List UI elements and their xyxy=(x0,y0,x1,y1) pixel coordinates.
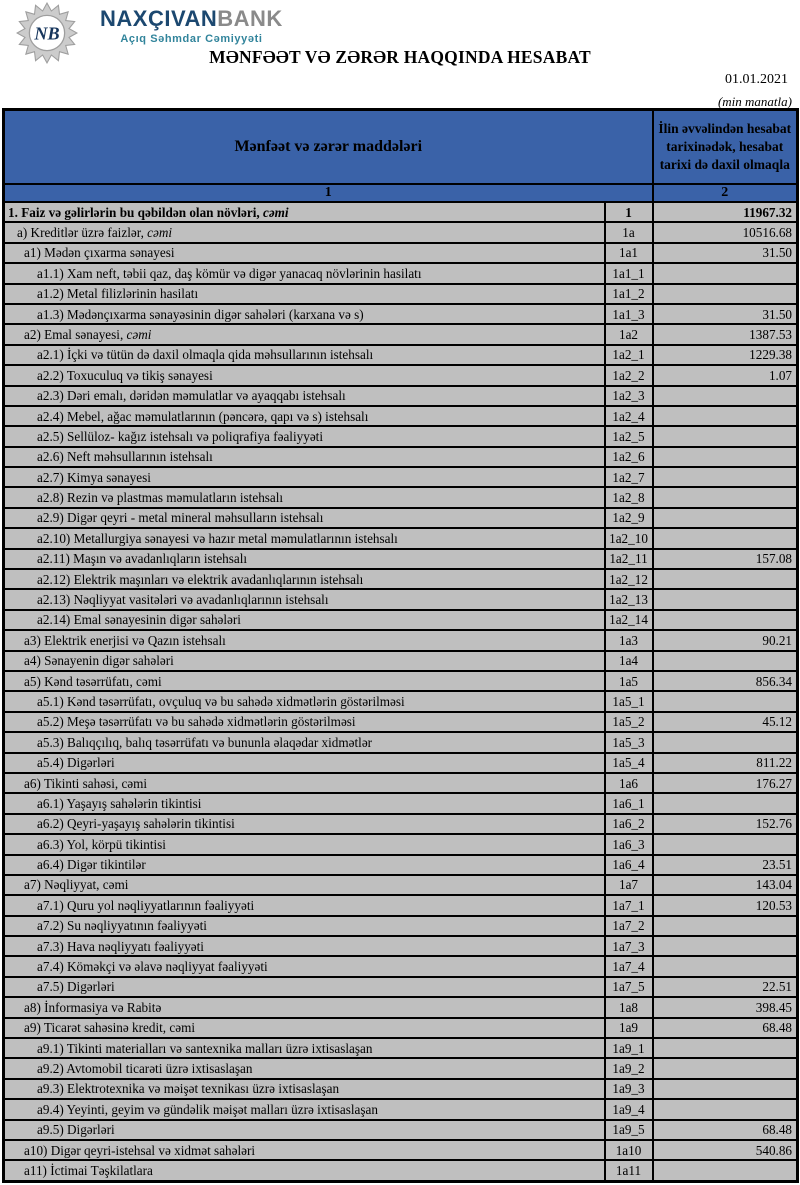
row-label: a2.10) Metallurgiya sənayesi və hazır metal məmulatlarının istehsalı xyxy=(4,528,605,548)
row-label: a7.5) Digərləri xyxy=(4,977,605,997)
row-code: 1a9_4 xyxy=(605,1099,653,1119)
row-value xyxy=(653,732,798,752)
row-code: 1a2_2 xyxy=(605,365,653,385)
row-value: 152.76 xyxy=(653,814,798,834)
row-code: 1 xyxy=(605,202,653,222)
row-value: 856.34 xyxy=(653,671,798,691)
row-label: a2) Emal sənayesi, cəmi xyxy=(4,324,605,344)
row-label: a2.5) Sellüloz- kağız istehsalı və poliqrafiya fəaliyyəti xyxy=(4,426,605,446)
table-row xyxy=(4,487,798,507)
row-label: a2.4) Mebel, ağac məmulatlarının (pəncərə, qapı və s) istehsalı xyxy=(4,406,605,426)
row-label: a4) Sənayenin digər sahələri xyxy=(4,651,605,671)
row-label: a1.2) Metal filizlərinin hasilatı xyxy=(4,284,605,304)
row-code: 1a11 xyxy=(605,1160,653,1181)
row-code: 1a1_3 xyxy=(605,304,653,324)
table-row xyxy=(4,426,798,446)
row-code: 1a2_10 xyxy=(605,528,653,548)
table-row xyxy=(4,1140,798,1160)
row-value: 143.04 xyxy=(653,875,798,895)
table-row xyxy=(4,956,798,976)
row-code: 1a9_3 xyxy=(605,1079,653,1099)
row-value xyxy=(653,916,798,936)
row-code: 1a2_8 xyxy=(605,487,653,507)
row-code: 1a2_13 xyxy=(605,589,653,609)
row-code: 1a9 xyxy=(605,1018,653,1038)
row-value xyxy=(653,589,798,609)
row-value xyxy=(653,1099,798,1119)
table-row xyxy=(4,508,798,528)
row-label: 1. Faiz və gəlirlərin bu qəbildən olan növləri, cəmi xyxy=(4,202,605,222)
row-code: 1a9_1 xyxy=(605,1038,653,1058)
row-value xyxy=(653,691,798,711)
table-row xyxy=(4,1058,798,1078)
table-row xyxy=(4,875,798,895)
table-row xyxy=(4,1038,798,1058)
bank-name-primary: NAXÇIVAN xyxy=(100,6,218,31)
row-label: a) Kreditlər üzrə faizlər, cəmi xyxy=(4,222,605,242)
row-code: 1a2_11 xyxy=(605,549,653,569)
table-row xyxy=(4,732,798,752)
row-value: 23.51 xyxy=(653,855,798,875)
table-row xyxy=(4,916,798,936)
row-value: 1.07 xyxy=(653,365,798,385)
row-code: 1a7_5 xyxy=(605,977,653,997)
row-value xyxy=(653,936,798,956)
report-date: 01.01.2021 xyxy=(725,72,788,87)
table-row xyxy=(4,1160,798,1181)
unit-note: (min manatla) xyxy=(717,94,792,109)
table-row xyxy=(4,834,798,854)
table-row xyxy=(4,345,798,365)
row-code: 1a xyxy=(605,222,653,242)
row-code: 1a5_1 xyxy=(605,691,653,711)
value-column-header: İlin əvvəlindən hesabat tarixinədək, hesabat tarixi də daxil olmaqla xyxy=(653,110,798,185)
row-label: a2.7) Kimya sənayesi xyxy=(4,467,605,487)
table-row xyxy=(4,1018,798,1038)
table-row xyxy=(4,753,798,773)
row-value xyxy=(653,284,798,304)
table-row xyxy=(4,630,798,650)
row-label: a1.3) Mədənçıxarma sənayəsinin digər sahələri (karxana və s) xyxy=(4,304,605,324)
row-label: a6) Tikinti sahəsi, cəmi xyxy=(4,773,605,793)
row-value: 157.08 xyxy=(653,549,798,569)
row-value xyxy=(653,386,798,406)
table-row xyxy=(4,304,798,324)
row-label: a2.2) Toxuculuq və tikiş sənayesi xyxy=(4,365,605,385)
value-column-number: 2 xyxy=(653,184,798,202)
row-code: 1a7_1 xyxy=(605,895,653,915)
row-value: 1229.38 xyxy=(653,345,798,365)
row-code: 1a2_4 xyxy=(605,406,653,426)
row-code: 1a2_14 xyxy=(605,610,653,630)
bank-subtitle: Açıq Səhmdar Cəmiyyəti xyxy=(120,33,263,45)
row-value xyxy=(653,426,798,446)
row-code: 1a5_4 xyxy=(605,753,653,773)
table-row xyxy=(4,997,798,1017)
column-number-row xyxy=(4,184,798,202)
row-value: 45.12 xyxy=(653,712,798,732)
row-code: 1a6_4 xyxy=(605,855,653,875)
row-code: 1a4 xyxy=(605,651,653,671)
table-row xyxy=(4,528,798,548)
items-column-number: 1 xyxy=(4,184,653,202)
row-value xyxy=(653,834,798,854)
bank-monogram: NB xyxy=(34,23,60,44)
row-code: 1a5 xyxy=(605,671,653,691)
row-value: 11967.32 xyxy=(653,202,798,222)
row-label: a7.1) Quru yol nəqliyyatlarının fəaliyyəti xyxy=(4,895,605,915)
row-value: 68.48 xyxy=(653,1018,798,1038)
row-code: 1a2_3 xyxy=(605,386,653,406)
row-value: 176.27 xyxy=(653,773,798,793)
row-label: a11) İctimai Təşkilatlara xyxy=(4,1160,605,1181)
row-label: a7.2) Su nəqliyyatının fəaliyyəti xyxy=(4,916,605,936)
row-value xyxy=(653,508,798,528)
row-value: 22.51 xyxy=(653,977,798,997)
table-row xyxy=(4,1120,798,1140)
row-value: 31.50 xyxy=(653,243,798,263)
row-code: 1a2_12 xyxy=(605,569,653,589)
row-value xyxy=(653,1058,798,1078)
table-row xyxy=(4,202,798,222)
row-value xyxy=(653,467,798,487)
row-label: a2.13) Nəqliyyat vasitələri və avadanlıqlarının istehsalı xyxy=(4,589,605,609)
row-code: 1a7_2 xyxy=(605,916,653,936)
row-code: 1a10 xyxy=(605,1140,653,1160)
items-column-header: Mənfəət və zərər maddələri xyxy=(4,110,653,185)
bank-name-secondary: BANK xyxy=(217,6,283,31)
table-row xyxy=(4,671,798,691)
table-row xyxy=(4,651,798,671)
row-value: 31.50 xyxy=(653,304,798,324)
row-label: a2.1) İçki və tütün də daxil olmaqla qida məhsullarının istehsalı xyxy=(4,345,605,365)
row-code: 1a1_1 xyxy=(605,263,653,283)
row-label: a2.12) Elektrik maşınları və elektrik avadanlıqlarının istehsalı xyxy=(4,569,605,589)
row-label: a7.4) Köməkçi və əlavə nəqliyyat fəaliyyəti xyxy=(4,956,605,976)
row-label: a7.3) Hava nəqliyyatı fəaliyyəti xyxy=(4,936,605,956)
row-label: a1) Mədən çıxarma sənayesi xyxy=(4,243,605,263)
row-label: a2.14) Emal sənayesinin digər sahələri xyxy=(4,610,605,630)
table-row xyxy=(4,284,798,304)
row-label: a2.6) Neft məhsullarının istehsalı xyxy=(4,447,605,467)
row-label: a9.1) Tikinti materialları və santexnika malları üzrə ixtisaslaşan xyxy=(4,1038,605,1058)
table-row xyxy=(4,589,798,609)
row-label: a2.9) Digər qeyri - metal mineral məhsulların istehsalı xyxy=(4,508,605,528)
table-row xyxy=(4,324,798,344)
row-label: a2.11) Maşın və avadanlıqların istehsalı xyxy=(4,549,605,569)
row-code: 1a9_5 xyxy=(605,1120,653,1140)
row-label: a9.5) Digərləri xyxy=(4,1120,605,1140)
row-label: a9.3) Elektrotexnika və məişət texnikası üzrə ixtisaslaşan xyxy=(4,1079,605,1099)
table-row xyxy=(4,222,798,242)
row-label: a6.1) Yaşayış sahələrin tikintisi xyxy=(4,793,605,813)
row-code: 1a3 xyxy=(605,630,653,650)
table-row xyxy=(4,263,798,283)
row-code: 1a5_3 xyxy=(605,732,653,752)
table-row xyxy=(4,243,798,263)
table-row xyxy=(4,712,798,732)
row-value xyxy=(653,1038,798,1058)
row-code: 1a2_5 xyxy=(605,426,653,446)
row-label: a1.1) Xam neft, təbii qaz, daş kömür və digər yanacaq növlərinin hasilatı xyxy=(4,263,605,283)
row-value xyxy=(653,956,798,976)
row-value: 68.48 xyxy=(653,1120,798,1140)
table-row xyxy=(4,936,798,956)
row-value xyxy=(653,447,798,467)
row-label: a6.3) Yol, körpü tikintisi xyxy=(4,834,605,854)
table-row xyxy=(4,549,798,569)
row-label: a5) Kənd təsərrüfatı, cəmi xyxy=(4,671,605,691)
table-row xyxy=(4,386,798,406)
row-value xyxy=(653,528,798,548)
row-label: a10) Digər qeyri-istehsal və xidmət sahələri xyxy=(4,1140,605,1160)
row-label: a5.1) Kənd təsərrüfatı, ovçuluq və bu sahədə xidmətlərin göstərilməsi xyxy=(4,691,605,711)
row-label: a6.2) Qeyri-yaşayış sahələrin tikintisi xyxy=(4,814,605,834)
row-value xyxy=(653,406,798,426)
profit-loss-table xyxy=(2,108,799,1183)
table-row xyxy=(4,365,798,385)
row-label: a6.4) Digər tikintilər xyxy=(4,855,605,875)
row-code: 1a6_3 xyxy=(605,834,653,854)
row-label: a2.3) Dəri emalı, dəridən məmulatlar və ayaqqabı istehsalı xyxy=(4,386,605,406)
row-label: a7) Nəqliyyat, cəmi xyxy=(4,875,605,895)
row-value: 811.22 xyxy=(653,753,798,773)
table-row xyxy=(4,569,798,589)
table-row xyxy=(4,1099,798,1119)
table-row xyxy=(4,406,798,426)
row-value xyxy=(653,651,798,671)
row-value xyxy=(653,793,798,813)
row-code: 1a6_1 xyxy=(605,793,653,813)
row-label: a3) Elektrik enerjisi və Qazın istehsalı xyxy=(4,630,605,650)
row-code: 1a7_4 xyxy=(605,956,653,976)
row-code: 1a2_6 xyxy=(605,447,653,467)
table-row xyxy=(4,793,798,813)
table-row xyxy=(4,814,798,834)
table-row xyxy=(4,977,798,997)
row-label: a5.3) Balıqçılıq, balıq təsərrüfatı və bununla əlaqədar xidmətlər xyxy=(4,732,605,752)
row-code: 1a7 xyxy=(605,875,653,895)
row-value: 120.53 xyxy=(653,895,798,915)
row-value xyxy=(653,263,798,283)
table-row xyxy=(4,691,798,711)
row-value xyxy=(653,487,798,507)
row-value: 398.45 xyxy=(653,997,798,1017)
row-code: 1a6 xyxy=(605,773,653,793)
row-label: a9) Ticarət sahəsinə kredit, cəmi xyxy=(4,1018,605,1038)
row-code: 1a6_2 xyxy=(605,814,653,834)
table-row xyxy=(4,773,798,793)
table-row xyxy=(4,895,798,915)
row-code: 1a1_2 xyxy=(605,284,653,304)
row-value: 10516.68 xyxy=(653,222,798,242)
row-code: 1a2_1 xyxy=(605,345,653,365)
bank-name xyxy=(100,8,283,30)
row-value xyxy=(653,1160,798,1181)
brand-text xyxy=(100,8,283,45)
row-value: 1387.53 xyxy=(653,324,798,344)
row-label: a8) İnformasiya və Rabitə xyxy=(4,997,605,1017)
row-code: 1a1 xyxy=(605,243,653,263)
row-code: 1a2_7 xyxy=(605,467,653,487)
row-label: a2.8) Rezin və plastmas məmulatların istehsalı xyxy=(4,487,605,507)
table-row xyxy=(4,1079,798,1099)
row-value xyxy=(653,610,798,630)
table-row xyxy=(4,447,798,467)
row-code: 1a2_9 xyxy=(605,508,653,528)
row-code: 1a2 xyxy=(605,324,653,344)
row-value: 90.21 xyxy=(653,630,798,650)
row-value xyxy=(653,1079,798,1099)
table-row xyxy=(4,855,798,875)
row-label: a5.2) Meşə təsərrüfatı və bu sahədə xidmətlərin göstərilməsi xyxy=(4,712,605,732)
row-label: a9.2) Avtomobil ticarəti üzrə ixtisaslaşan xyxy=(4,1058,605,1078)
table-header-row xyxy=(4,110,798,185)
row-code: 1a9_2 xyxy=(605,1058,653,1078)
row-code: 1a8 xyxy=(605,997,653,1017)
row-label: a9.4) Yeyinti, geyim və gündəlik məişət malları üzrə ixtisaslaşan xyxy=(4,1099,605,1119)
row-value xyxy=(653,569,798,589)
row-code: 1a5_2 xyxy=(605,712,653,732)
report-title: MƏNFƏƏT VƏ ZƏRƏR HAQQINDA HESABAT xyxy=(209,47,591,67)
row-value: 540.86 xyxy=(653,1140,798,1160)
table-row xyxy=(4,610,798,630)
row-label: a5.4) Digərləri xyxy=(4,753,605,773)
table-row xyxy=(4,467,798,487)
row-code: 1a7_3 xyxy=(605,936,653,956)
